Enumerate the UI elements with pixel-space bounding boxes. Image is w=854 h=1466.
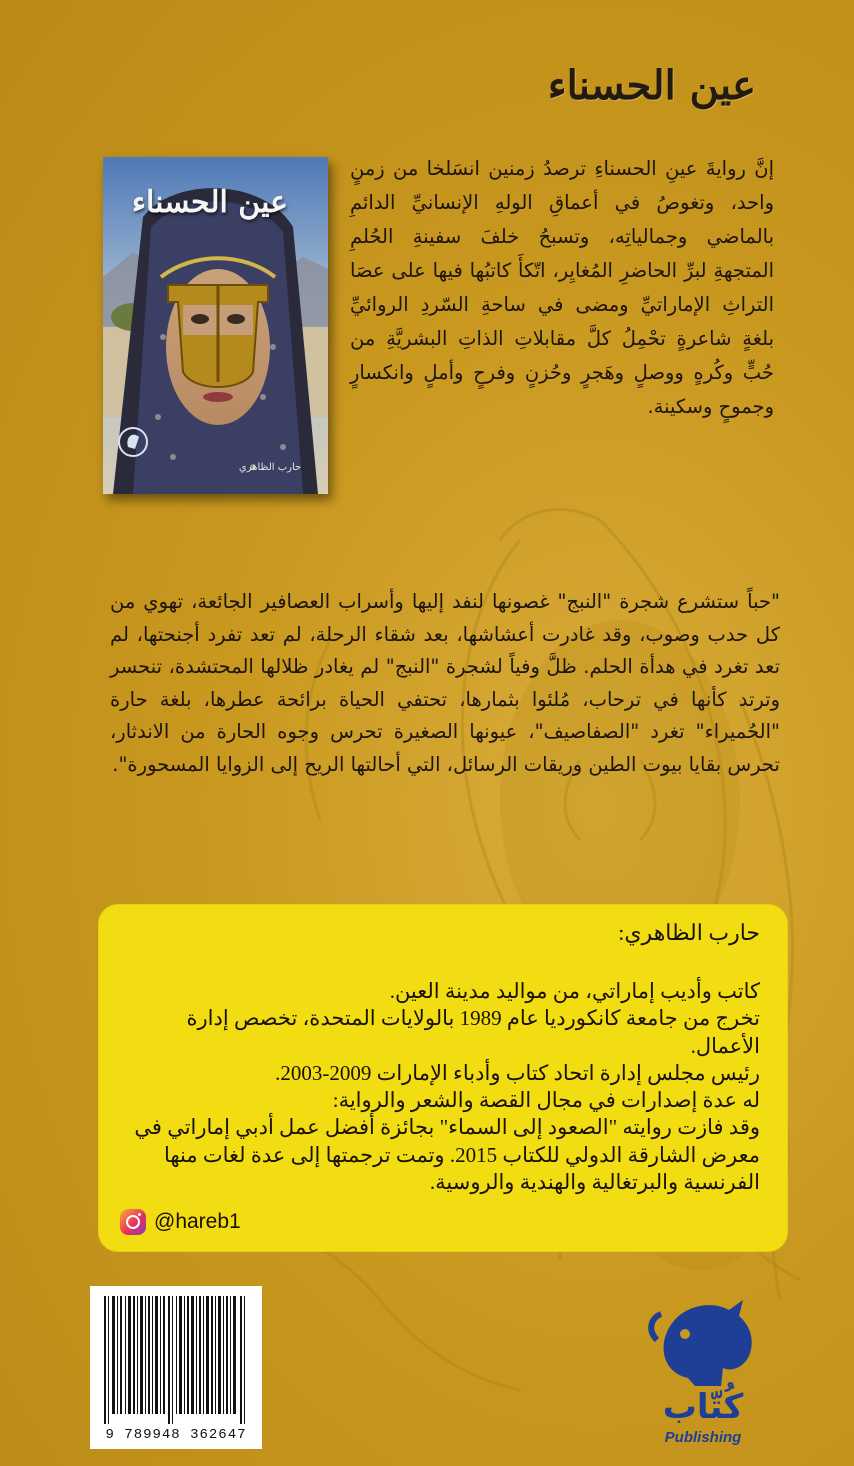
publisher-name-ar: كُتّاب xyxy=(662,1387,744,1427)
instagram-link[interactable] xyxy=(120,1207,241,1237)
front-cover-author: حارب الظاهري xyxy=(238,462,302,473)
publisher-name-en: Publishing xyxy=(664,1429,742,1446)
author-name: حارب الظاهري: xyxy=(618,920,760,945)
front-cover-thumbnail xyxy=(103,157,328,494)
instagram-icon xyxy=(120,1209,146,1235)
bio-line: له عدة إصدارات في مجال القصة والشعر والرواية: xyxy=(332,1088,760,1113)
bio-line: تخرج من جامعة كانكورديا عام 1989 بالولايات المتحدة، تخصص إدارة الأعمال. xyxy=(186,1006,760,1058)
blurb-paragraph-1: إنَّ روايةَ عينِ الحسناءِ ترصدُ زمنين انسَلخا من زمنٍ واحد، وتغوصُ في أعماقِ الولهِ الإنسانيِّ الدائمِ بالماضي وجمالياتِه، وتسبحُ خلفَ سفينةِ الحُلمِ المتجهةِ لبرِّ الحاضرِ المُغايِر، اتّكأَ كاتبُها فيها على عصَا التراثِ الإماراتيِّ ومضى في ساحةِ السّردِ الروائيِّ بلغةٍ شاعرةٍ تحْمِلُ كلَّ مقابلاتِ الذاتِ البشريَّةِ من حُبٍّ وكُرهٍ ووصلٍ وهَجرٍ وحُزنٍ وفرحٍ وأملٍ وانكسارٍ وجموحٍ وسكينة. xyxy=(350,157,774,418)
blurb-paragraph-2-quote: "حباً ستشرع شجرة "النبج" غصونها لنفد إليها وأسراب العصافير الجائعة، تهوي من كل حدب وصوب، وقد غادرت أعشاشها، بعد شقاء الرحلة، لم تعد تفرد أجنحتها، لم تعد تغرد في هدأة الحلم. ظلَّ وفياً لشجرة "النبج" لم يغادر ظلالها المحتشدة، تنحسر وترتد كأنها في ترحاب، مُلئوا بثمارها، تحتفي الحياة برائحة عطرها، بلغة حارة "الحُميراء" تغرد "الصفاصيف"، عيونها الصغيرة تحرس وجوه الحارة من الاندثار، تحرس بقايا بيوت الطين وريقات الرسائل، التي أحالتها الريح إلى الزوايا المسحورة". xyxy=(110,590,780,776)
barcode-bars xyxy=(90,1286,262,1426)
isbn-number: 9 789948 362647 xyxy=(105,1427,247,1443)
publisher-logo xyxy=(633,1290,773,1450)
author-bio-box xyxy=(98,904,788,1252)
isbn-barcode xyxy=(90,1286,262,1449)
book-title: عين الحسناء xyxy=(547,62,756,109)
bio-line: وقد فازت روايته "الصعود إلى السماء" بجائزة أفضل عمل أدبي إماراتي في معرض الشارقة الدولي للكتاب 2015. وتمت ترجمتها إلى عدة لغات منها الفرنسية والبرتغالية والهندية والروسية. xyxy=(134,1115,760,1195)
bio-line: رئيس مجلس إدارة اتحاد كتاب وأدباء الإمارات 2009-2003. xyxy=(275,1060,760,1085)
instagram-handle: @hareb1 xyxy=(154,1210,241,1233)
bio-line: كاتب وأديب إماراتي، من مواليد مدينة العين. xyxy=(389,979,760,1003)
front-cover-title: عين الحسناء xyxy=(131,185,289,220)
author-bio-text xyxy=(124,978,760,1196)
